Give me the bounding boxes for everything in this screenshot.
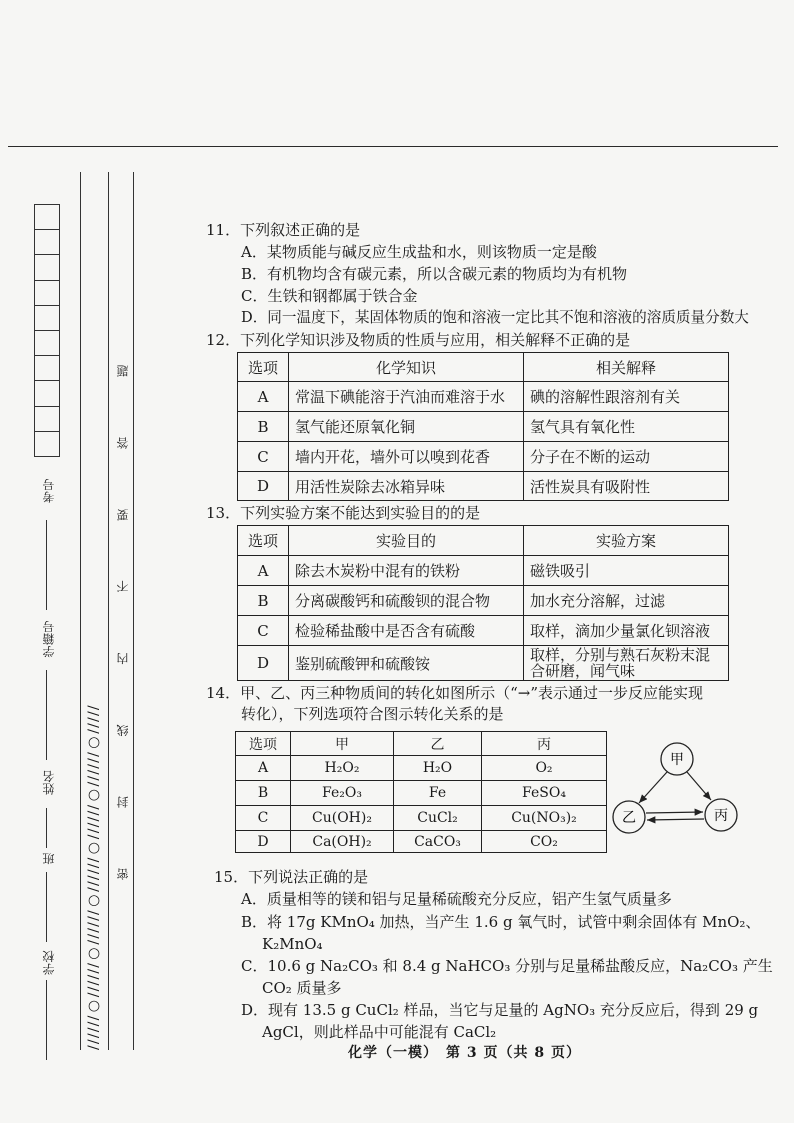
node-yi-label: 乙 [622,810,636,826]
q14-row-d-bing: CO₂ [482,831,607,853]
arrow-yi-to-bing [646,812,703,813]
table-row [238,616,729,646]
q13-row-c-plan: 取样，滴加少量氯化钡溶液 [524,616,729,646]
q14-row-b-jia: Fe₂O₃ [291,781,394,806]
q11-option-a: A．某物质能与碱反应生成盐和水，则该物质一定是酸 [241,243,597,261]
table-row [238,556,729,586]
q14-header-yi: 乙 [394,732,482,756]
q12-header-option: 选项 [238,353,289,382]
school-line [46,980,47,1060]
q14-row-c-jia: Cu(OH)₂ [291,806,394,831]
q14-row-b-option: B [236,781,291,806]
class-label: 班 [42,852,56,865]
table-row [236,756,607,781]
exam-number-grid [34,204,60,457]
name-line [46,808,47,848]
q13-row-a-plan: 磁铁吸引 [524,556,729,586]
q12-row-d-explanation: 活性炭具有吸附性 [524,472,729,501]
margin-line-1 [80,172,81,1050]
q13-row-d-plan-line2: 合研磨，闻气味 [530,662,636,680]
q13-header-option: 选项 [238,526,289,556]
arrow-bing-to-yi [647,819,704,820]
q13-row-b-purpose: 分离碳酸钙和硫酸钡的混合物 [289,586,524,616]
q14-row-d-jia: Ca(OH)₂ [291,831,394,853]
q15-option-a: A．质量相等的镁和铝与足量稀硫酸充分反应，铝产生氢气质量多 [241,890,672,908]
q14-row-c-bing: Cu(NO₃)₂ [482,806,607,831]
q15-option-b-line1: B．将 17g KMnO₄ 加热，当产生 1.6 g 氧气时，试管中剩余固体有 MnO₂、 [241,913,761,931]
q15-option-c-line2: CO₂ 质量多 [262,979,342,997]
q15-option-d-line1: D．现有 13.5 g CuCl₂ 样品，当它与足量的 AgNO₃ 充分反应后，得到 29 g [241,1001,759,1019]
q11-option-c: C．生铁和钢都属于铁合金 [241,287,418,305]
q13-row-c-purpose: 检验稀盐酸中是否含有硫酸 [289,616,524,646]
q13-stem: 13．下列实验方案不能达到实验目的的是 [206,504,481,522]
q12-row-c-knowledge: 墙内开花，墙外可以嗅到花香 [289,442,524,472]
q13-row-d-purpose: 鉴别硫酸钾和硫酸铵 [289,646,524,681]
q14-header-jia: 甲 [291,732,394,756]
q12-row-c-explanation: 分子在不断的运动 [524,442,729,472]
q14-row-a-jia: H₂O₂ [291,756,394,781]
node-jia-label: 甲 [670,752,684,768]
arrow-jia-to-bing [687,772,711,800]
margin-line-2 [108,172,109,1050]
table-row [238,586,729,616]
q14-row-b-yi: Fe [394,781,482,806]
q13-row-b-option: B [238,586,289,616]
class-line [46,872,47,942]
q14-conversion-diagram [600,735,760,835]
q13-row-c-option: C [238,616,289,646]
q14-table [235,731,607,853]
q11-stem: 11．下列叙述正确的是 [206,221,361,239]
q12-row-a-knowledge: 常温下碘能溶于汽油而难溶于水 [289,382,524,412]
q12-table [237,352,729,501]
q12-row-b-explanation: 氢气具有氧化性 [524,412,729,442]
q14-row-b-bing: FeSO₄ [482,781,607,806]
table-row [238,442,729,472]
q14-row-a-option: A [236,756,291,781]
q13-row-d-option: D [238,646,289,681]
q13-header-purpose: 实验目的 [289,526,524,556]
q14-row-d-option: D [236,831,291,853]
q14-row-d-yi: CaCO₃ [394,831,482,853]
q14-row-c-yi: CuCl₂ [394,806,482,831]
student-no-label: 学籍号 [42,620,56,658]
q14-header-bing: 丙 [482,732,607,756]
school-label: 学校 [42,950,56,975]
q15-option-d-line2: AgCl，则此样品中可能混有 CaCl₂ [262,1023,497,1041]
q12-stem: 12．下列化学知识涉及物质的性质与应用，相关解释不正确的是 [206,331,631,349]
page-footer: 化学（一模） 第 3 页（共 8 页） [348,1045,581,1061]
q15-option-c-line1: C．10.6 g Na₂CO₃ 和 8.4 g NaHCO₃ 分别与足量稀盐酸反应，Na₂CO₃ 产生 [241,957,773,975]
q14-header-option: 选项 [236,732,291,756]
q15-stem: 15．下列说法正确的是 [214,868,369,886]
table-row [238,412,729,442]
q14-stem-line1: 14．甲、乙、丙三种物质间的转化如图所示（“→”表示通过一步反应能实现 [206,684,703,702]
table-row [236,806,607,831]
margin-instruction-column: 密 封 线 内 不 要 答 题 [116,337,130,880]
q12-header-explanation: 相关解释 [524,353,729,382]
q12-header-knowledge: 化学知识 [289,353,524,382]
q12-row-d-knowledge: 用活性炭除去冰箱异味 [289,472,524,501]
table-row [238,472,729,501]
exam-no-line [46,520,47,610]
q12-row-d-option: D [238,472,289,501]
table-row [238,646,729,681]
q13-row-a-option: A [238,556,289,586]
q11-option-b: B．有机物均含有碳元素，所以含碳元素的物质均为有机物 [241,265,628,283]
q12-row-b-option: B [238,412,289,442]
exam-no-label: 考号 [42,478,56,503]
q12-row-a-option: A [238,382,289,412]
q13-row-b-plan: 加水充分溶解，过滤 [524,586,729,616]
q13-table [237,525,729,681]
header-rule [8,146,778,147]
arrow-jia-to-yi [639,772,667,803]
student-no-line [46,670,47,760]
q14-row-a-bing: O₂ [482,756,607,781]
name-label: 姓名 [42,770,56,795]
q14-stem-line2: 转化），下列选项符合图示转化关系的是 [241,705,504,723]
table-row [236,781,607,806]
q11-option-d: D．同一温度下，某固体物质的饱和溶液一定比其不饱和溶液的溶质质量分数大 [241,309,749,326]
q15-option-b-line2: K₂MnO₄ [262,935,323,953]
table-row [238,382,729,412]
q12-row-c-option: C [238,442,289,472]
q14-row-a-yi: H₂O [394,756,482,781]
q12-row-b-knowledge: 氢气能还原氧化铜 [289,412,524,442]
q13-row-d-plan-line1: 取样，分别与熟石灰粉末混 [530,646,711,664]
q13-row-d-plan [524,646,729,681]
node-bing-label: 丙 [714,808,728,824]
margin-slash-column: //////○//////○//////○//////○//////○//////○///// [86,704,102,1050]
table-row [236,831,607,853]
margin-line-3 [133,172,134,1050]
q13-header-plan: 实验方案 [524,526,729,556]
q13-row-a-purpose: 除去木炭粉中混有的铁粉 [289,556,524,586]
q12-row-a-explanation: 碘的溶解性跟溶剂有关 [524,382,729,412]
q14-row-c-option: C [236,806,291,831]
